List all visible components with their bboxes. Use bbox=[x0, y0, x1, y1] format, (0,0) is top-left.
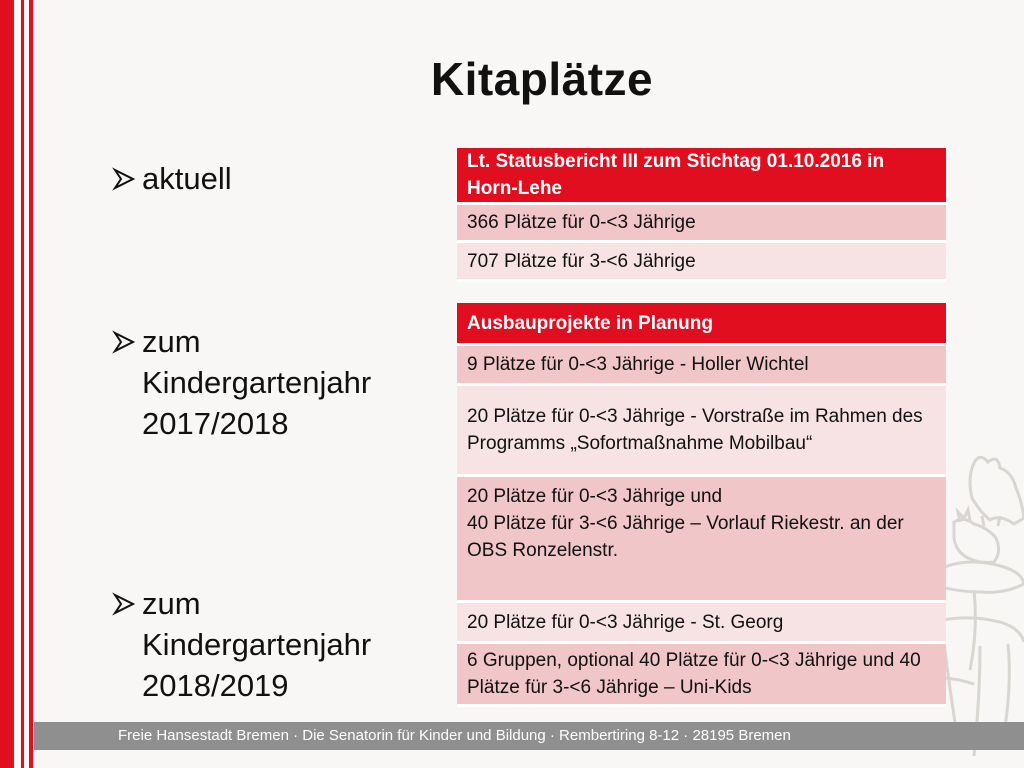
bullet-label: zum Kindergartenjahr 2017/2018 bbox=[142, 324, 372, 441]
bullet-2018-2019 bbox=[112, 583, 412, 706]
project-row-vorstrasse: 20 Plätze für 0-<3 Jährige - Vorstraße im Rahmen des Programms „Sofortmaßnahme Mobilbau“ bbox=[457, 385, 946, 476]
bullet-2017-2018 bbox=[112, 321, 412, 444]
table-row bbox=[457, 242, 946, 281]
table-row bbox=[457, 643, 946, 706]
project-row-riekestr: 20 Plätze für 0-<3 Jährige und 40 Plätze für 3-<6 Jährige – Vorlauf Riekestr. an der OBS Ronzelenstr. bbox=[457, 476, 946, 602]
left-stripe-line-2 bbox=[29, 0, 33, 768]
arrow-bullet-icon bbox=[112, 167, 136, 191]
project-row-holler-wichtel: 9 Plätze für 0-<3 Jährige - Holler Wichtel bbox=[457, 345, 946, 385]
table-row bbox=[457, 476, 946, 602]
bullet-label: zum Kindergartenjahr 2018/2019 bbox=[142, 586, 372, 703]
left-stripe-thick bbox=[0, 0, 14, 768]
projects-table bbox=[457, 303, 946, 707]
arrow-bullet-icon bbox=[112, 330, 136, 354]
footer-text: Freie Hansestadt Bremen · Die Senatorin für Kinder und Bildung · Rembertiring 8-12 · 28195 Bremen bbox=[118, 727, 791, 744]
table-row bbox=[457, 204, 946, 242]
projects-table-header: Ausbauprojekte in Planung bbox=[457, 303, 946, 345]
left-stripe-line-1 bbox=[21, 0, 24, 768]
project-row-uni-kids: 6 Gruppen, optional 40 Plätze für 0-<3 Jährige und 40 Plätze für 3-<6 Jährige – Uni-Kids bbox=[457, 643, 946, 706]
table-row bbox=[457, 303, 946, 345]
status-row-3-to-6: 707 Plätze für 3-<6 Jährige bbox=[457, 242, 946, 281]
status-table-header: Lt. Statusbericht III zum Stichtag 01.10.2016 in Horn-Lehe bbox=[457, 148, 946, 204]
table-row bbox=[457, 602, 946, 643]
arrow-bullet-icon bbox=[112, 592, 136, 616]
bullet-current bbox=[112, 158, 422, 199]
slide-title: Kitaplätze bbox=[430, 53, 654, 105]
table-row bbox=[457, 345, 946, 385]
table-row bbox=[457, 385, 946, 476]
status-table bbox=[457, 148, 946, 282]
footer-bar bbox=[34, 722, 1024, 750]
table-row bbox=[457, 148, 946, 204]
project-row-st-georg: 20 Plätze für 0-<3 Jährige - St. Georg bbox=[457, 602, 946, 643]
bullet-label: aktuell bbox=[142, 161, 232, 196]
status-row-under-3: 366 Plätze für 0-<3 Jährige bbox=[457, 204, 946, 242]
